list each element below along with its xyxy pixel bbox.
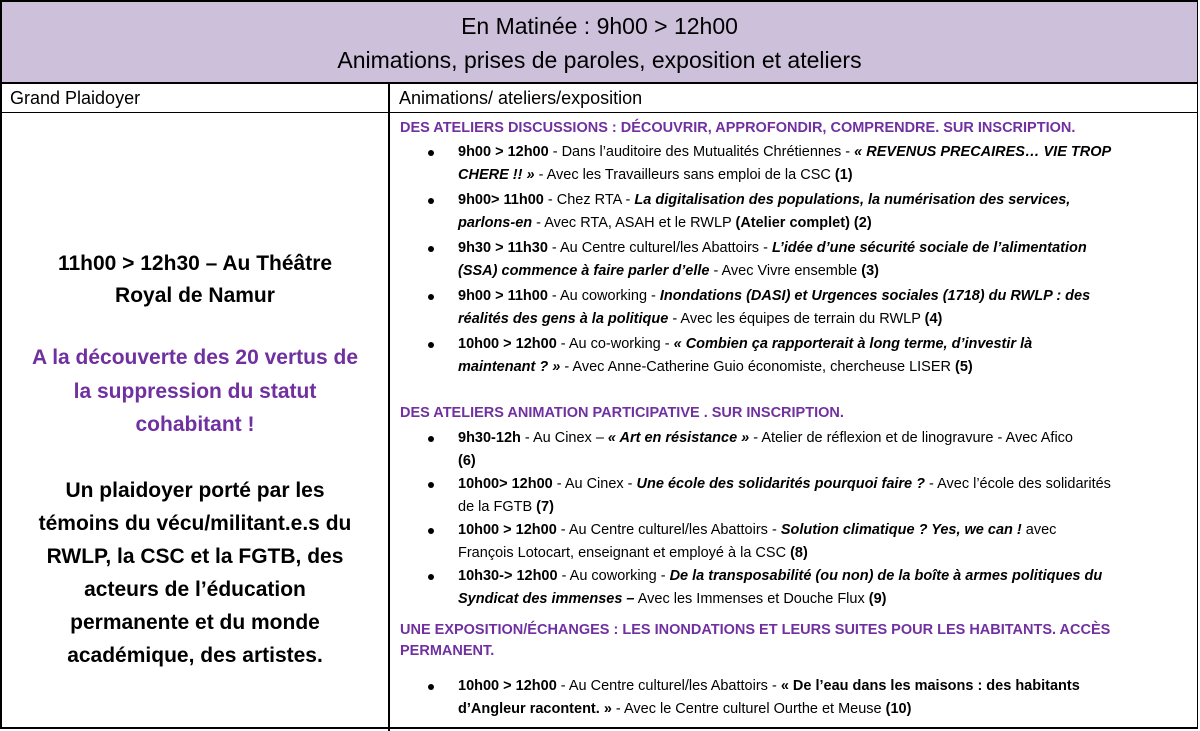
bullet-icon: [426, 333, 436, 356]
item-organizer: - Avec Anne-Catherine Guio économiste, chercheuse LISER: [560, 359, 955, 375]
item-title: CHERE !! »: [458, 167, 535, 183]
plaidoyer-description: Un plaidoyer porté par les: [65, 479, 325, 502]
section-title: DES ATELIERS ANIMATION PARTICIPATIVE . SUR INSCRIPTION.: [400, 405, 844, 421]
item-number: (3): [861, 263, 879, 279]
item-place: - Au coworking -: [557, 568, 670, 584]
plaidoyer-description: académique, des artistes.: [67, 644, 323, 667]
item-organizer: - Avec les équipes de terrain du RWLP: [668, 311, 925, 327]
table-header: [2, 2, 1197, 84]
plaidoyer-time-place: Royal de Namur: [115, 284, 275, 307]
item-title: réalités des gens à la politique: [458, 311, 669, 327]
column-header-left: Grand Plaidoyer: [2, 83, 388, 113]
item-title: Syndicat des immenses –: [458, 591, 635, 607]
item-title: « De l’eau dans les maisons : des habitants: [780, 678, 1080, 694]
item-title: Inondations (DASI) et Urgences sociales (1718) du RWLP : des: [659, 288, 1091, 304]
item-organizer: - Avec Vivre ensemble: [709, 263, 862, 279]
header-subtitle: Animations, prises de paroles, exposition et ateliers: [337, 47, 862, 73]
plaidoyer-tagline: cohabitant !: [135, 413, 255, 436]
item-organizer: de la FGTB: [458, 499, 537, 515]
item-place: - Chez RTA -: [543, 192, 635, 208]
item-place: - Au Centre culturel/les Abattoirs -: [547, 240, 772, 256]
item-number: (10): [885, 701, 912, 717]
column-divider: [388, 83, 390, 731]
item-title: Une école des solidarités pourquoi faire ?: [636, 476, 926, 492]
item-place: - Au coworking -: [547, 288, 660, 304]
section-title: UNE EXPOSITION/ÉCHANGES : LES INONDATIONS ET LEURS SUITES POUR LES HABITANTS. ACCÈS: [400, 622, 1111, 638]
item-organizer: François Lotocart, enseignant et employé à la CSC: [458, 545, 791, 561]
item-number: (6): [458, 453, 476, 469]
item-time: 9h00 > 12h00: [458, 144, 549, 160]
item-number: (4): [924, 311, 943, 327]
item-organizer: - Avec l’école des solidarités: [925, 476, 1111, 492]
item-place: - Au Cinex –: [520, 430, 608, 446]
item-place: - Au Cinex -: [552, 476, 637, 492]
plaidoyer-cell: [2, 115, 388, 729]
bullet-icon: [426, 565, 436, 588]
item-organizer: avec: [1021, 522, 1057, 538]
item-organizer: - Avec les Travailleurs sans emploi de la CSC: [534, 167, 835, 183]
item-time: 10h00 > 12h00: [458, 336, 557, 352]
item-place: - Dans l’auditoire des Mutualités Chrétiennes -: [548, 144, 855, 160]
plaidoyer-description: permanente et du monde: [70, 611, 320, 634]
bullet-icon: [426, 519, 436, 542]
header-time: En Matinée : 9h00 > 12h00: [461, 13, 738, 39]
item-number: (7): [536, 499, 554, 515]
section-title: DES ATELIERS DISCUSSIONS : DÉCOUVRIR, APPROFONDIR, COMPRENDRE. SUR INSCRIPTION.: [400, 120, 1076, 136]
item-status: (Atelier complet): [735, 215, 850, 231]
item-title: La digitalisation des populations, la numérisation des services,: [634, 192, 1071, 208]
item-title: maintenant ? »: [458, 359, 561, 375]
plaidoyer-description: RWLP, la CSC et la FGTB, des: [46, 545, 344, 568]
bullet-icon: [426, 427, 436, 450]
item-organizer: Avec les Immenses et Douche Flux: [634, 591, 869, 607]
plaidoyer-time-place: 11h00 > 12h30 – Au Théâtre: [57, 252, 333, 275]
bullet-icon: [426, 675, 436, 698]
bullet-icon: [426, 237, 436, 260]
item-title: parlons-en: [458, 215, 533, 231]
bullet-icon: [426, 473, 436, 496]
item-title: L’idée d’une sécurité sociale de l’alimentation: [771, 240, 1087, 256]
item-title: (SSA) commence à faire parler d’elle: [458, 263, 710, 279]
bullet-icon: [426, 141, 436, 164]
item-time: 9h30-12h: [458, 430, 521, 446]
item-organizer: - Avec le Centre culturel Ourthe et Meuse: [611, 701, 886, 717]
item-time: 10h00 > 12h00: [458, 522, 557, 538]
item-title: « REVENUS PRECAIRES… VIE TROP: [854, 144, 1112, 160]
item-number: (1): [834, 167, 853, 183]
item-title: « Combien ça rapporterait à long terme, d’investir là: [673, 336, 1033, 352]
column-header-right: Animations/ ateliers/exposition: [389, 83, 1197, 113]
section-title: PERMANENT.: [400, 643, 495, 659]
plaidoyer-description: témoins du vécu/militant.e.s du: [38, 512, 352, 535]
item-title: De la transposabilité (ou non) de la boîte à armes politiques du: [669, 568, 1103, 584]
item-title: d’Angleur racontent. »: [458, 701, 612, 717]
item-title: Solution climatique ? Yes, we can !: [780, 522, 1022, 538]
item-time: 9h30 > 11h30: [458, 240, 548, 256]
item-organizer: - Avec RTA, ASAH et le RWLP: [532, 215, 736, 231]
item-time: 9h00 > 11h00: [458, 288, 548, 304]
bullet-icon: [426, 189, 436, 212]
plaidoyer-tagline: A la découverte des 20 vertus de: [31, 346, 359, 369]
item-time: 9h00> 11h00: [458, 192, 544, 208]
item-place: - Au Centre culturel/les Abattoirs -: [556, 522, 781, 538]
item-number: (2): [849, 215, 872, 231]
item-place: - Au Centre culturel/les Abattoirs -: [556, 678, 781, 694]
bullet-icon: [426, 285, 436, 308]
item-time: 10h00 > 12h00: [458, 678, 557, 694]
item-time: 10h30-> 12h00: [458, 568, 558, 584]
item-place: - Au co-working -: [556, 336, 674, 352]
item-organizer: - Atelier de réflexion et de linogravure - Avec Afico: [749, 430, 1073, 446]
item-number: (8): [790, 545, 808, 561]
item-title: « Art en résistance »: [607, 430, 750, 446]
plaidoyer-tagline: la suppression du statut: [73, 380, 317, 403]
item-number: (9): [868, 591, 887, 607]
item-number: (5): [955, 359, 973, 375]
item-time: 10h00> 12h00: [458, 476, 553, 492]
plaidoyer-description: acteurs de l’éducation: [84, 578, 306, 601]
